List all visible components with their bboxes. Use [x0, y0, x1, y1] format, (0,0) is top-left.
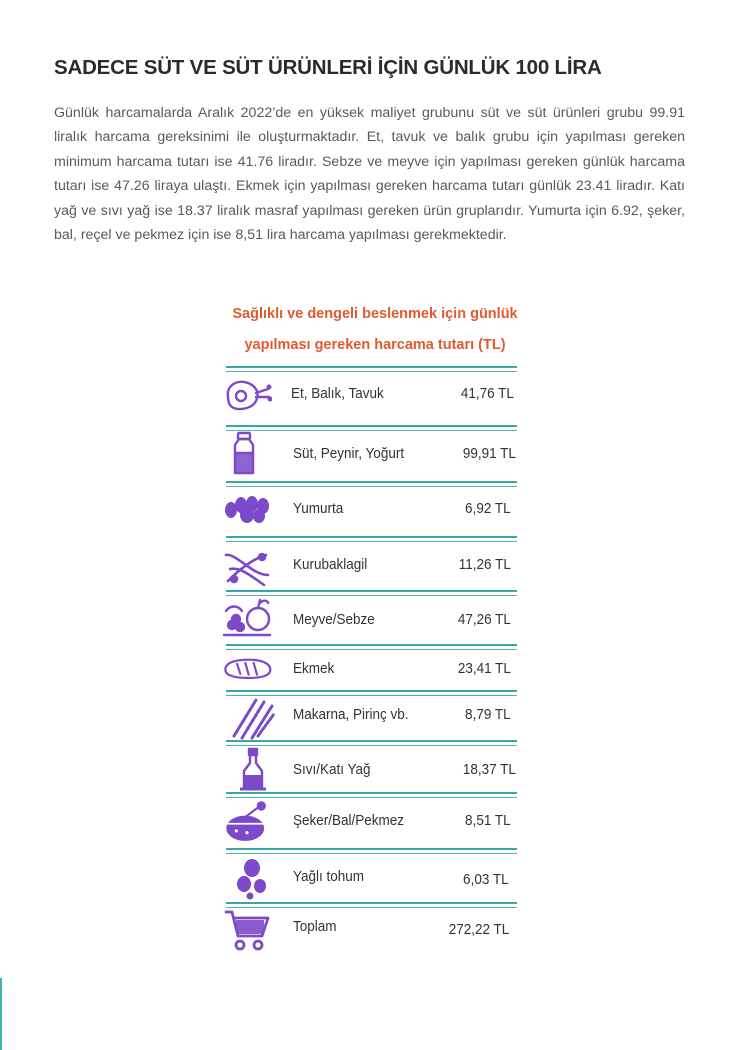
row-label: Şeker/Bal/Pekmez	[293, 812, 405, 829]
row-label: Süt, Peynir, Yoğurt	[293, 445, 405, 462]
row-value: 11,26 TL	[458, 556, 511, 573]
row-value: 41,76 TL	[460, 385, 514, 402]
fruits-vegetables-icon	[222, 595, 272, 639]
row-label: Meyve/Sebze	[293, 611, 375, 628]
milk-bottle-icon	[219, 431, 269, 475]
row-value: 8,79 TL	[465, 706, 511, 723]
row-label: Sıvı/Katı Yağ	[293, 761, 371, 778]
intro-paragraph: Günlük harcamalarda Aralık 2022’de en yüksek maliyet grubunu süt ve süt ürünleri grubu 99.91 liralık harcama gereksinimi ile oluşturmaktadır. Et, tavuk ve balık grubu için yapılması gereken minimum harcama tutarı ise 41.76 liradır. Sebze ve meyve için yapılması gereken günlük harcama tutarı ise 47.26 liraya ulaştı. Ekmek için yapılması gereken harcama tutarı günlük 23.41 liradır. Katı yağ ve sıvı yağ ise 18.37 liralık masraf yapılması gereken ürün gruplarıdır. Yumurta için 6.92, şeker, bal, reçel ve pekmez için ise 8,51 lira harcama yapılması gerekmektedir.	[54, 105, 685, 244]
row-value: 6,03 TL	[463, 871, 509, 888]
shopping-cart-icon	[222, 908, 272, 952]
row-value: 99,91 TL	[462, 445, 516, 462]
pasta-icon	[228, 696, 278, 740]
table-title-line-1: Sağlıklı ve dengeli beslenmek için günlük	[232, 306, 518, 322]
row-value: 6,92 TL	[465, 500, 511, 517]
row-label: Yağlı tohum	[293, 868, 365, 885]
eggs-icon	[222, 488, 272, 532]
row-label: Makarna, Pirinç vb.	[293, 706, 409, 723]
meat-icon	[222, 373, 272, 417]
row-value: 23,41 TL	[457, 660, 511, 677]
oil-bottle-icon	[228, 747, 278, 791]
row-value: 47,26 TL	[457, 611, 511, 628]
row-label: Yumurta	[293, 500, 344, 517]
bread-icon	[222, 646, 272, 690]
row-label: Toplam	[293, 918, 337, 935]
row-value: 8,51 TL	[465, 812, 511, 829]
page-title: SADECE SÜT VE SÜT ÜRÜNLERİ İÇİN GÜNLÜK 100 LİRA	[54, 56, 602, 79]
row-label: Kurubaklagil	[293, 556, 368, 573]
row-label: Ekmek	[293, 660, 335, 677]
seeds-icon	[228, 856, 278, 900]
honey-pot-icon	[222, 800, 272, 844]
row-label: Et, Balık, Tavuk	[291, 385, 384, 402]
legumes-icon	[222, 545, 272, 589]
page-edge-mark	[0, 978, 2, 1050]
table-title-line-2: yapılması gereken harcama tutarı (TL)	[244, 337, 506, 353]
row-value: 272,22 TL	[448, 921, 509, 938]
row-value: 18,37 TL	[462, 761, 516, 778]
